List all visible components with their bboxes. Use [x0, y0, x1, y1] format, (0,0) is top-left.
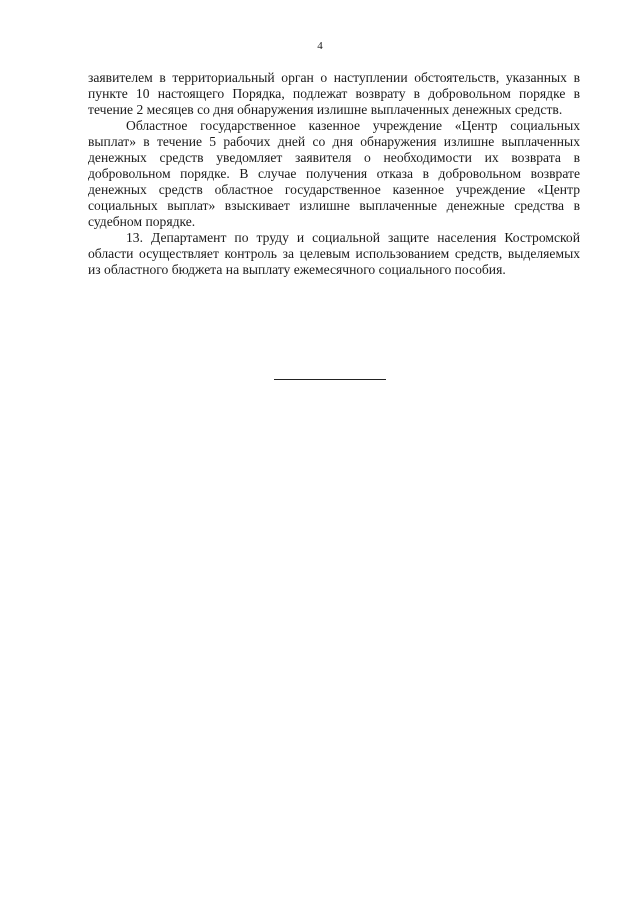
page-number: 4 [317, 40, 323, 52]
document-body [88, 70, 580, 278]
paragraph-refund-notice: Областное государственное казенное учреждение «Центр социальных выплат» в течение 5 рабочих дней со дня обнаружения излишне выплаченных денежных средств уведомляет заявителя о необходимости их возврата в добровольном порядке. В случае получения отказа в добровольном возврате денежных средств областное государственное казенное учреждение «Центр социальных выплат» взыскивает излишне выплаченные денежные средства в судебном порядке. [88, 118, 580, 229]
paragraph-13-control: 13. Департамент по труду и социальной защите населения Костромской области осуществляет контроль за целевым использованием средств, выделяемых из областного бюджета на выплату ежемесячного социального пособия. [88, 230, 580, 277]
end-of-document-rule [274, 379, 386, 380]
paragraph-continuation: заявителем в территориальный орган о наступлении обстоятельств, указанных в пункте 10 настоящего Порядка, подлежат возврату в добровольном порядке в течение 2 месяцев со дня обнаружения излишне выплаченных денежных средств. [88, 70, 580, 117]
